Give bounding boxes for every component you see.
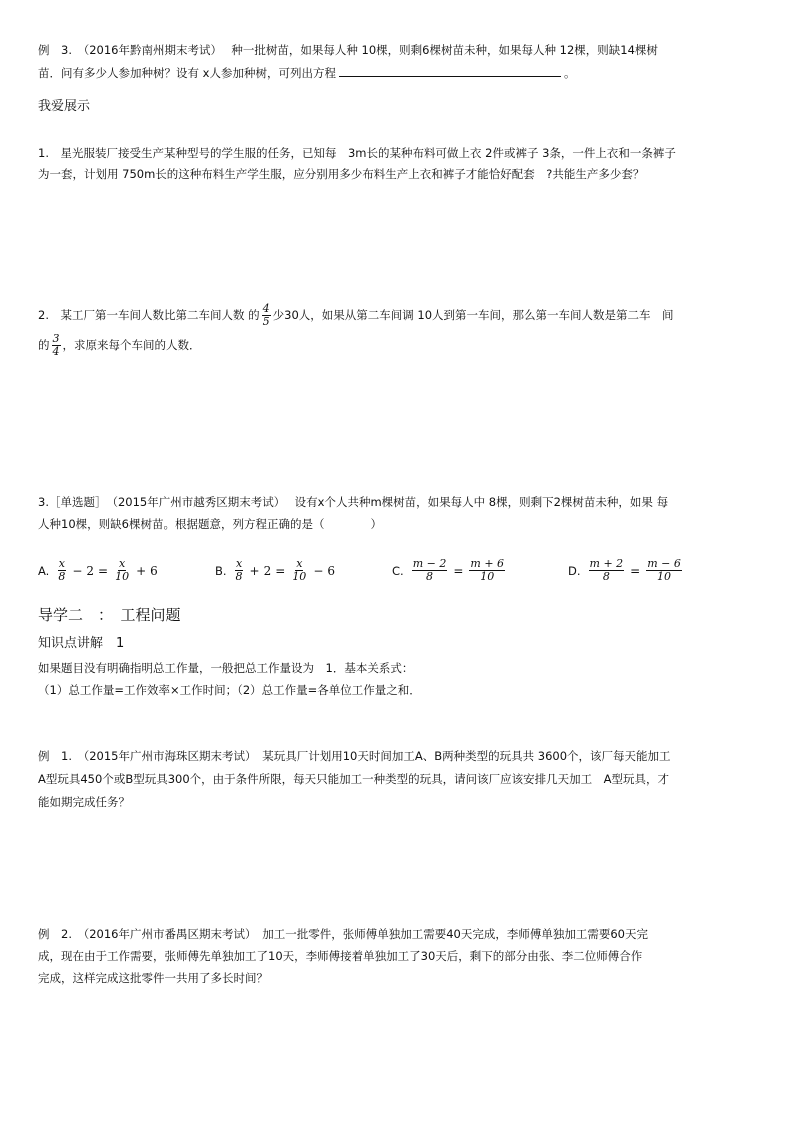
fraction-three-fourths bbox=[52, 333, 61, 358]
problem2-line2 bbox=[38, 330, 201, 360]
option-b-equation bbox=[233, 558, 335, 583]
problem2-line2-post: ，求原来每个车间的人数． bbox=[62, 338, 201, 352]
numerator: x bbox=[296, 557, 303, 570]
guide2-heading: 导学二 ： 工程问题 bbox=[38, 606, 181, 624]
denominator: 8 bbox=[602, 570, 610, 583]
problem1-line1: 1. 星光服装厂接受生产某种型号的学生服的任务，已知每 3m长的某种布料可做上衣 2件或裤子 3条，一件上衣和一条裤子 bbox=[38, 146, 676, 160]
denominator: 10 bbox=[115, 570, 130, 583]
numerator: m + 2 bbox=[589, 557, 624, 570]
denominator: 10 bbox=[480, 570, 495, 583]
equals-sign: = bbox=[275, 563, 286, 578]
example3-line2 bbox=[38, 65, 575, 81]
constant: 2 bbox=[86, 563, 95, 578]
show-heading: 我爱展示 bbox=[38, 99, 91, 114]
operator: + bbox=[249, 563, 260, 578]
option-b[interactable] bbox=[215, 558, 335, 583]
equals-sign: = bbox=[98, 563, 109, 578]
problem3-line1: 3.［单选题］ （2015年广州市越秀区期末考试） 设有x个人共种m棵树苗，如果每人中 8棵，则剩下2棵树苗未种，如果 每 bbox=[38, 495, 669, 509]
denominator: 8 bbox=[235, 570, 243, 583]
option-c[interactable] bbox=[392, 558, 507, 583]
equals-sign: = bbox=[630, 563, 641, 578]
option-a[interactable] bbox=[38, 558, 158, 583]
problem1-line2: 为一套，计划用 750m长的这种布料生产学生服，应分别用多少布料生产上衣和裤子才能恰好配套 ?共能生产多少套？ bbox=[38, 167, 645, 181]
example2-line2: 成，现在由于工作需要，张师傅先单独加工了10天，李师傅接着单独加工了30天后，剩下的部分由张、李二位师傅合作 bbox=[38, 949, 643, 963]
fraction-four-fifths bbox=[262, 303, 271, 328]
option-letter: B. bbox=[215, 563, 227, 578]
example3-line2-text: 苗．问有多少人参加种树？设有 x人参加种树，可列出方程 bbox=[38, 66, 336, 80]
operator: − bbox=[313, 563, 324, 578]
fraction-numerator: 4 bbox=[262, 302, 270, 315]
knowledge-line1: 如果题目没有明确指明总工作量，一般把总工作量设为 1．基本关系式： bbox=[38, 661, 414, 675]
knowledge-line2: （1）总工作量=工作效率×工作时间；（2）总工作量=各单位工作量之和． bbox=[38, 683, 421, 697]
denominator: 8 bbox=[426, 570, 433, 583]
option-letter: D. bbox=[568, 563, 581, 578]
numerator: m + 6 bbox=[470, 557, 505, 570]
denominator: 10 bbox=[657, 570, 672, 583]
option-d-equation bbox=[587, 558, 684, 583]
example3-line2-end: 。 bbox=[563, 66, 576, 80]
numerator: x bbox=[58, 557, 65, 570]
operator: − bbox=[72, 563, 83, 578]
numerator: m − 6 bbox=[647, 557, 681, 570]
knowledge-heading: 知识点讲解 1 bbox=[38, 636, 125, 651]
answer-blank[interactable] bbox=[339, 65, 561, 77]
constant: 6 bbox=[327, 563, 336, 578]
equals-sign: = bbox=[453, 563, 464, 578]
numerator: x bbox=[118, 557, 126, 570]
option-letter: A. bbox=[38, 563, 50, 578]
option-letter: C. bbox=[392, 563, 404, 578]
fraction-denominator: 5 bbox=[262, 315, 270, 328]
constant: 2 bbox=[263, 563, 272, 578]
constant: 6 bbox=[150, 563, 158, 578]
fraction-denominator: 4 bbox=[52, 345, 60, 358]
problem2-line1-post: 少30人，如果从第二车间调 10人到第一车间，那么第一车间人数是第二车 间 bbox=[272, 308, 674, 322]
problem2-line1 bbox=[38, 300, 674, 330]
fraction-numerator: 3 bbox=[52, 332, 60, 345]
example1-line1: 例 1. （2015年广州市海珠区期末考试） 某玩具厂计划用10天时间加工A、B两种类型的玩具共 3600个，该厂每天能加工 bbox=[38, 749, 671, 763]
option-c-equation bbox=[410, 558, 507, 583]
option-a-equation bbox=[55, 558, 157, 583]
numerator: x bbox=[235, 557, 243, 570]
option-d[interactable] bbox=[568, 558, 684, 583]
numerator: m − 2 bbox=[412, 557, 447, 570]
example2-line3: 完成，这样完成这批零件一共用了多长时间？ bbox=[38, 971, 268, 985]
problem2-line1-pre: 2. 某工厂第一车间人数比第二车间人数 的 bbox=[38, 308, 260, 322]
operator: + bbox=[136, 563, 147, 578]
denominator: 8 bbox=[58, 570, 66, 583]
example3-line1: 例 3. （2016年黔南州期末考试） 种一批树苗，如果每人种 10棵，则剩6棵树苗未种，如果每人种 12棵，则缺14棵树 bbox=[38, 43, 658, 57]
example2-line1: 例 2. （2016年广州市番禺区期末考试） 加工一批零件，张师傅单独加工需要40天完成，李师傅单独加工需要60天完 bbox=[38, 927, 648, 941]
problem2-line2-pre: 的 bbox=[38, 338, 50, 352]
problem3-line2: 人种10棵，则缺6棵树苗。根据题意，列方程正确的是（ ） bbox=[38, 517, 382, 531]
denominator: 10 bbox=[292, 570, 307, 583]
example1-line2: A型玩具450个或B型玩具300个，由于条件所限，每天只能加工一种类型的玩具，请问该厂应该安排几天加工 A型玩具，才 bbox=[38, 772, 670, 786]
example1-line3: 能如期完成任务？ bbox=[38, 795, 130, 809]
